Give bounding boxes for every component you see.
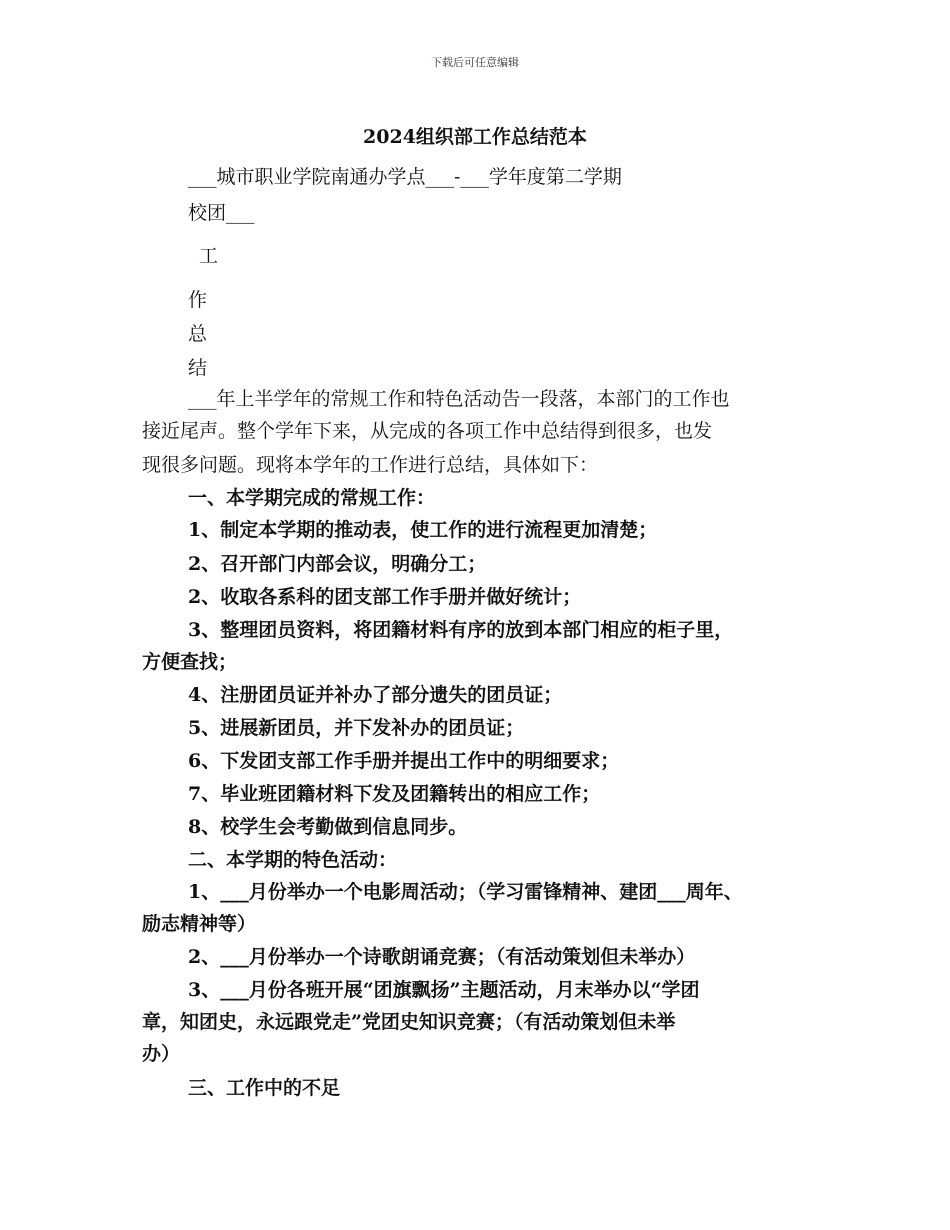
subtitle-line-2: 校团___: [188, 202, 255, 224]
subtitle-line-1: ___城市职业学院南通办学点___-___学年度第二学期: [188, 166, 622, 188]
vertical-char-3: 总: [188, 323, 208, 345]
intro-line-3: 现很多问题。现将本学年的工作进行总结，具体如下：: [142, 454, 599, 476]
vertical-char-4: 结: [188, 357, 208, 379]
section1-item-2: 2、召开部门内部会议，明确分工；: [188, 553, 487, 575]
section1-item-9: 8、校学生会考勤做到信息同步。: [188, 816, 468, 838]
section2-item-1b: 励志精神等）: [142, 913, 257, 935]
section2-item-1a: 1、___月份举办一个电影周活动；（学习雷锋精神、建团___周年、: [188, 881, 743, 903]
section1-item-4b: 方便查找；: [142, 651, 238, 673]
section2-item-3c: 办）: [142, 1043, 181, 1065]
vertical-char-1: 工: [199, 245, 219, 267]
page-header-note: 下载后可任意编辑: [431, 56, 519, 69]
intro-line-1: ___年上半学年的常规工作和特色活动告一段落，本部门的工作也: [188, 388, 730, 410]
intro-line-2: 接近尾声。整个学年下来，从完成的各项工作中总结得到很多，也发: [142, 420, 713, 442]
section2-item-2: 2、___月份举办一个诗歌朗诵竞赛；（有活动策划但未举办）: [188, 946, 696, 968]
section2-item-3b: 章，知团史，永远跟党走”党团史知识竞赛；（有活动策划但未举: [142, 1011, 676, 1033]
section1-item-6: 5、进展新团员，并下发补办的团员证；: [188, 717, 525, 739]
section1-item-1: 1、制定本学期的推动表，使工作的进行流程更加清楚；: [188, 519, 658, 541]
document-title: 2024组织部工作总结范本: [363, 126, 587, 148]
section1-item-7: 6、下发团支部工作手册并提出工作中的明细要求；: [188, 750, 620, 772]
section1-item-5: 4、注册团员证并补办了部分遗失的团员证；: [188, 684, 563, 706]
section2-heading: 二、本学期的特色活动：: [188, 849, 398, 871]
section1-item-3: 2、收取各系科的团支部工作手册并做好统计；: [188, 586, 582, 608]
section1-item-8: 7、毕业班团籍材料下发及团籍转出的相应工作；: [188, 783, 601, 805]
section2-item-3a: 3、___月份各班开展“团旗飘扬”主题活动，月末举办以“学团: [188, 979, 700, 1001]
section1-item-4a: 3、整理团员资料，将团籍材料有序的放到本部门相应的柜子里，: [188, 619, 734, 641]
section1-heading: 一、本学期完成的常规工作：: [188, 487, 436, 509]
vertical-char-2: 作: [188, 289, 208, 311]
section3-heading: 三、工作中的不足: [188, 1077, 341, 1099]
